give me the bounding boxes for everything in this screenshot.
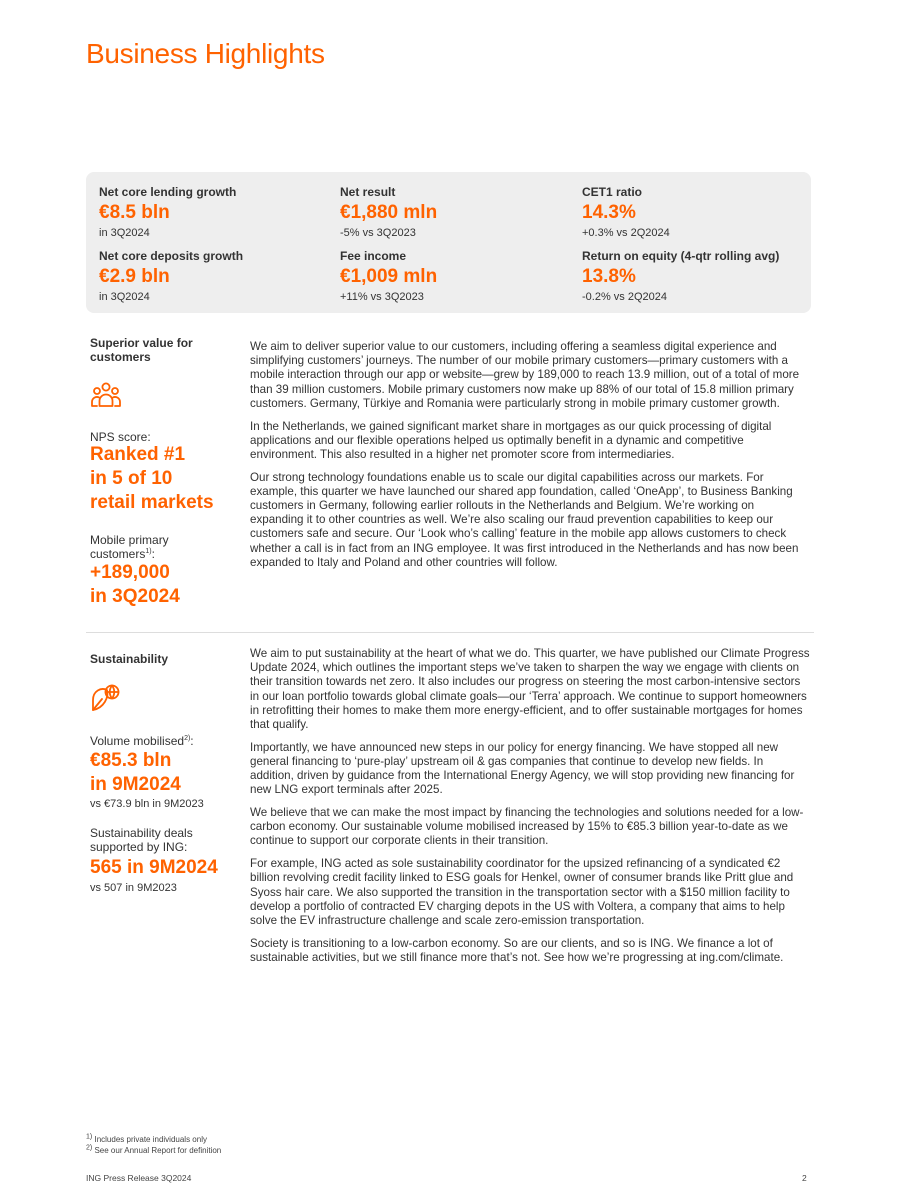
mobile-label-line2: customers (90, 547, 146, 561)
customers-heading-line1: Superior value for (90, 336, 193, 350)
kpi-value: €1,009 mln (340, 266, 438, 287)
footnote-1 (86, 1135, 207, 1145)
kpi-value: 14.3% (582, 202, 636, 223)
kpi-value: 13.8% (582, 266, 636, 287)
sustainability-body (250, 647, 810, 974)
kpi-cet1-ratio (582, 185, 807, 240)
mobile-label-colon: : (151, 547, 155, 561)
kpi-label: Net result (340, 185, 396, 199)
footnote-text: Includes private individuals only (94, 1135, 207, 1144)
volume-mobilised-value (90, 749, 181, 797)
kpi-net-core-lending (99, 185, 324, 240)
customers-body (250, 340, 810, 579)
kpi-sub: in 3Q2024 (99, 291, 150, 303)
kpi-net-core-deposits (99, 249, 324, 304)
volume-value-line2: in 9M2024 (90, 774, 181, 795)
kpi-label: Net core deposits growth (99, 249, 244, 263)
customers-heading-line2: customers (90, 350, 151, 364)
kpi-sub: +11% vs 3Q2023 (340, 291, 424, 303)
leaf-globe-icon (90, 682, 122, 714)
volume-value-line1: €85.3 bln (90, 750, 172, 771)
kpi-net-result (340, 185, 565, 240)
footer-publication: ING Press Release 3Q2024 (86, 1173, 192, 1183)
nps-value-line1: Ranked #1 (90, 444, 186, 465)
customers-paragraph: In the Netherlands, we gained significant market share in mortgages as our quick processing of digital applications and our flexible operations helped us optimally benefit in a dynamic and competitive environment. This also resulted in a higher net promoter score from intermediaries. (250, 419, 772, 461)
footnote-ref-1: 1) (145, 548, 152, 555)
deals-label-line2: supported by ING: (90, 840, 188, 854)
customers-heading (90, 336, 193, 364)
kpi-label: CET1 ratio (582, 185, 643, 199)
kpi-sub: -5% vs 3Q2023 (340, 227, 416, 239)
mobile-label-line1: Mobile primary (90, 533, 169, 547)
page-title: Business Highlights (86, 38, 325, 69)
sustainability-heading: Sustainability (90, 652, 169, 666)
kpi-sub: -0.2% vs 2Q2024 (582, 291, 667, 303)
kpi-value: €1,880 mln (340, 202, 438, 223)
footnote-text: See our Annual Report for definition (94, 1146, 222, 1155)
kpi-return-on-equity (582, 249, 807, 304)
sustainability-paragraph: Importantly, we have announced new steps in our policy for energy financing. We have stopped all new general financing to ‘pure-play’ upstream oil & gas companies that continue to develop new fields. In addition, driven by guidance from the International Energy Agency, we will stop providing new financing for new LNG export terminals after 2025. (250, 740, 795, 797)
nps-value-line2: in 5 of 10 (90, 468, 173, 489)
kpi-fee-income (340, 249, 565, 304)
mobile-value-line2: in 3Q2024 (90, 586, 180, 607)
kpi-label: Net core lending growth (99, 185, 237, 199)
mobile-customers-value (90, 561, 180, 609)
nps-value-line3: retail markets (90, 492, 214, 513)
kpi-value: €8.5 bln (99, 202, 170, 223)
volume-label-colon: : (190, 734, 194, 748)
sustainability-paragraph: We believe that we can make the most impact by financing the technologies and solutions needed for a low-carbon economy. Our sustainable volume mobilised increased by 15% to €85.3 billion year-to-date as we continue to support our corporate clients in their transition. (250, 806, 804, 848)
sustainability-deals-compare: vs 507 in 9M2023 (90, 882, 177, 894)
sustainability-paragraph: We aim to put sustainability at the heart of what we do. This quarter, we have published our Climate Progress Update 2024, which outlines the important steps we’ve taken to sharpen the way we engage with clients on their transition towards net zero. It also includes our progress on steering the most carbon-intensive sectors in our loan portfolio towards global climate goals—our ‘Terra’ approach. We continue to support homeowners in retrofitting their homes to make them more energy-efficient, and to offer sustainable mortgages for homes that qualify. (250, 647, 810, 732)
footnote-ref-2: 2) (184, 735, 191, 742)
footnote-mark: 2) (86, 1144, 93, 1152)
customers-paragraph: Our strong technology foundations enable us to scale our digital capabilities across our markets. For example, this quarter we have launched our shared app foundation, called ‘OneApp’, to Business Banking customers in Germany, following earlier rollouts in the Netherlands and Belgium. We’re working on expanding it to other countries as well. We’re also scaling our fraud prevention capabilities to keep our customers safe and secure. Our ‘Look who’s calling’ feature in the mobile app allows customers to check whether a call is in fact from an ING employee. It was first introduced in the Netherlands and has now been expanded to Italy and Poland and other countries will follow. (250, 470, 799, 569)
kpi-sub: in 3Q2024 (99, 227, 150, 239)
customers-paragraph: We aim to deliver superior value to our customers, including offering a seamless digital experience and simplifying customers’ journeys. The number of our mobile primary customers—primary customers with a mobile interaction through our app or website—grew by 189,000 to reach 13.9 million, out of a total of more than 39 million customers. Mobile primary customers now make up 88% of our total of 15.8 million primary customers. Germany, Türkiye and Romania were particularly strong in mobile primary customer growth. (250, 340, 800, 410)
page-number: 2 (802, 1173, 807, 1183)
mobile-customers-label (90, 533, 169, 561)
footnote-mark: 1) (86, 1133, 93, 1141)
people-group-icon (90, 379, 122, 411)
kpi-value: €2.9 bln (99, 266, 170, 287)
section-divider (86, 632, 814, 633)
volume-label-text: Volume mobilised (90, 734, 185, 748)
sustainability-deals-label (90, 826, 193, 854)
sustainability-paragraph: For example, ING acted as sole sustainability coordinator for the upsized refinancing of a syndicated €2 billion revolving credit facility linked to ESG goals for Henkel, owner of consumer brands like Pritt glue and Syoss hair care. We also supported the transition in the transportation sector with a $150 million facility to develop a portfolio of contracted EV charging depots in the US with Voltera, a company that aims to help solve the EV infrastructure challenge and scale zero-emission transportation. (250, 857, 794, 927)
volume-mobilised-compare: vs €73.9 bln in 9M2023 (90, 798, 204, 810)
deals-label-line1: Sustainability deals (90, 826, 193, 840)
kpi-panel (86, 172, 811, 313)
footnote-2 (86, 1146, 221, 1156)
mobile-value-line1: +189,000 (90, 562, 170, 583)
kpi-label: Return on equity (4-qtr rolling avg) (582, 249, 780, 263)
volume-mobilised-label (90, 734, 194, 748)
kpi-sub: +0.3% vs 2Q2024 (582, 227, 670, 239)
sustainability-paragraph: Society is transitioning to a low-carbon economy. So are our clients, and so is ING. We finance a lot of sustainable activities, but we still finance more that’s not. See how we’re progressing at ing.com/climate. (250, 936, 784, 964)
nps-value (90, 443, 214, 515)
nps-label: NPS score: (90, 430, 151, 444)
kpi-label: Fee income (340, 249, 407, 263)
sustainability-deals-value: 565 in 9M2024 (90, 857, 218, 878)
